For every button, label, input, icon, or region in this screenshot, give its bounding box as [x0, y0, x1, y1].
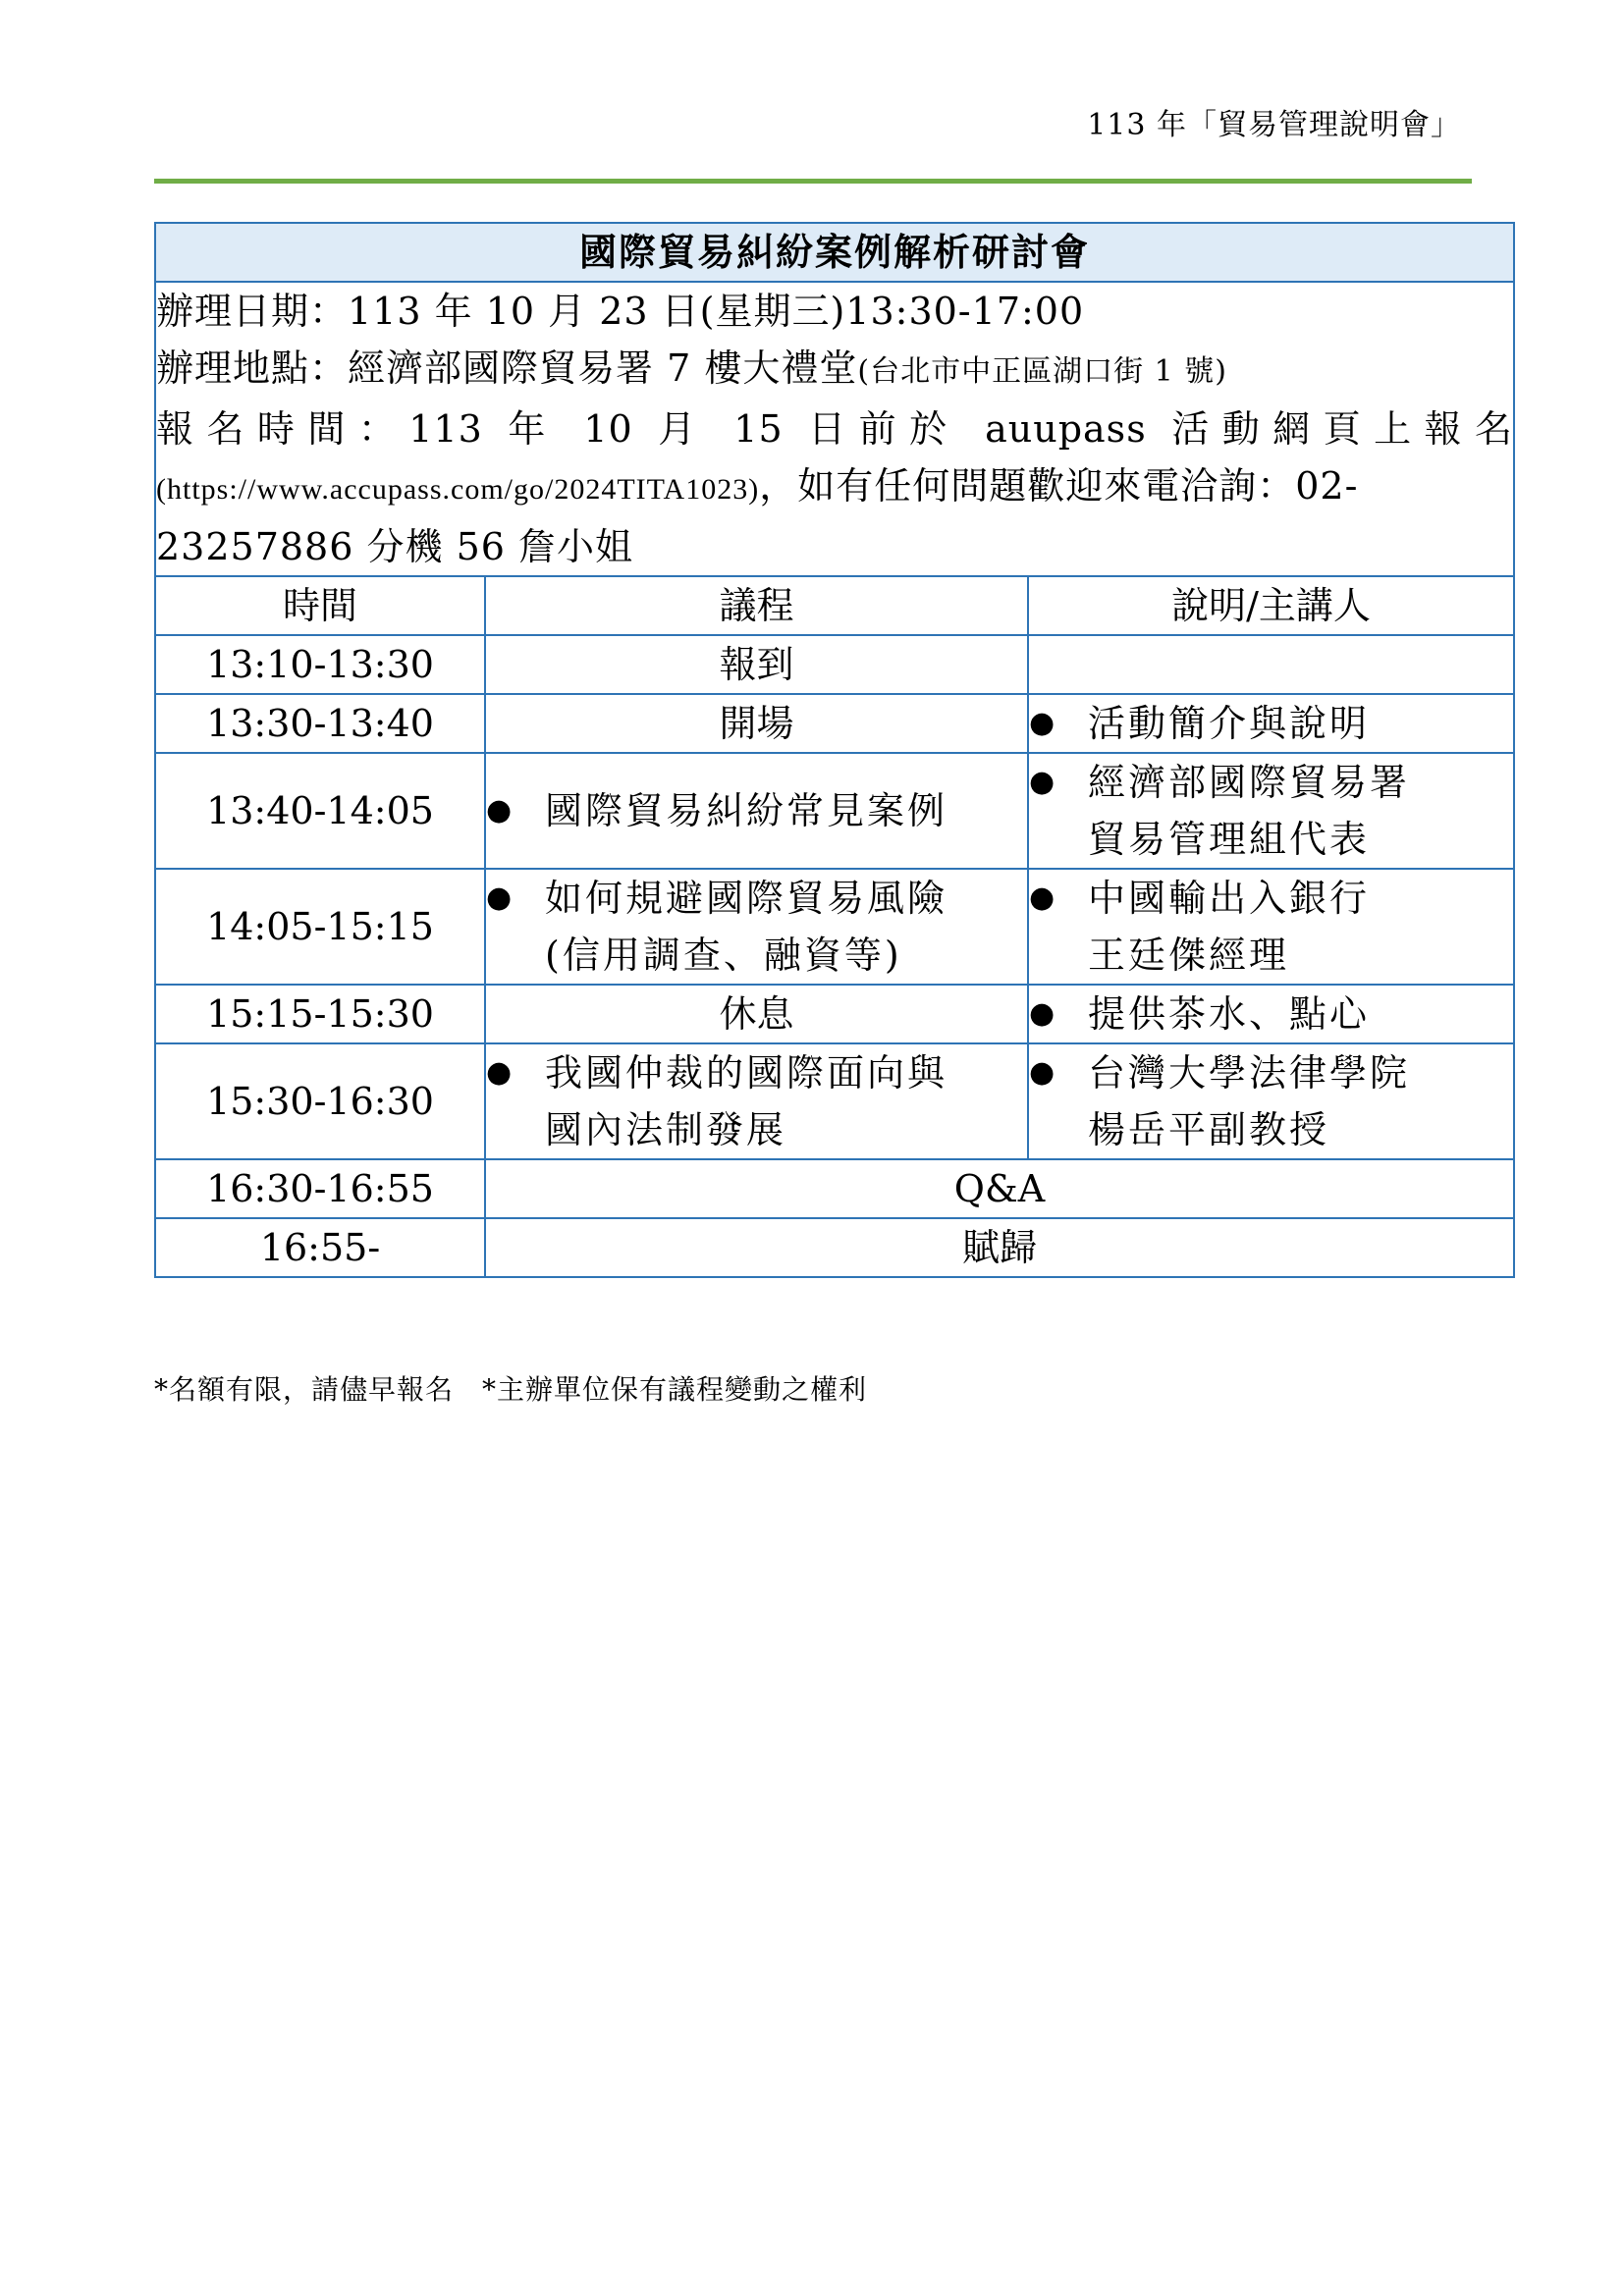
table-row: [155, 1218, 1514, 1277]
info-date: [156, 283, 1513, 340]
col-header-time: 時間: [155, 576, 485, 635]
agenda-cell: 開場: [485, 694, 1028, 753]
bullet-icon: ●: [486, 793, 513, 828]
event-table: [154, 222, 1515, 1278]
place-label: 辦理地點：: [156, 347, 349, 390]
speaker-cell-line: 活動簡介與說明: [1088, 702, 1371, 745]
speaker-cell: [1028, 694, 1514, 753]
time-cell: 16:30-16:55: [155, 1159, 485, 1218]
speaker-cell: [1028, 635, 1514, 694]
date-value: 113 年 10 月 23 日(星期三)13:30-17:00: [348, 290, 1085, 333]
info-signup-url-line: [156, 457, 1513, 518]
col-header-speaker: 說明/主講人: [1028, 576, 1514, 635]
bullet-icon: ●: [1029, 996, 1056, 1031]
table-row: [155, 1043, 1514, 1159]
page-header: 113 年「貿易管理說明會」: [1087, 108, 1461, 142]
speaker-cell-line: 貿易管理組代表: [1088, 818, 1371, 861]
col-header-agenda: 議程: [485, 576, 1028, 635]
time-cell: 15:30-16:30: [155, 1043, 485, 1159]
speaker-cell: [1028, 869, 1514, 985]
table-row: [155, 635, 1514, 694]
table-row: [155, 753, 1514, 869]
table-row: [155, 1159, 1514, 1218]
bullet-icon: ●: [1029, 881, 1056, 915]
speaker-cell-line: 王廷傑經理: [1088, 934, 1290, 977]
speaker-cell: [1028, 1043, 1514, 1159]
agenda-cell: [485, 753, 1028, 869]
bullet-icon: ●: [1029, 706, 1056, 740]
event-info: [155, 282, 1514, 576]
signup-url: (https://www.accupass.com/go/2024TITA1023): [156, 473, 760, 506]
agenda-rows: [155, 635, 1514, 1277]
agenda-cell-line: 國內法制發展: [545, 1108, 787, 1151]
signup-contact: ，如有任何問題歡迎來電洽詢：02-: [759, 464, 1359, 507]
time-cell: 13:10-13:30: [155, 635, 485, 694]
time-cell: 15:15-15:30: [155, 985, 485, 1043]
agenda-cell-line: (信用調查、融資等): [545, 934, 902, 977]
agenda-cell: [485, 1043, 1028, 1159]
speaker-cell-line: 楊岳平副教授: [1088, 1108, 1330, 1151]
table-row: [155, 869, 1514, 985]
agenda-cell: 報到: [485, 635, 1028, 694]
event-title: 國際貿易糾紛案例解析研討會: [155, 223, 1514, 282]
speaker-cell: [1028, 985, 1514, 1043]
speaker-cell-line: 台灣大學法律學院: [1088, 1051, 1411, 1095]
speaker-cell-line: 經濟部國際貿易署: [1088, 761, 1411, 804]
time-cell: 13:30-13:40: [155, 694, 485, 753]
info-place: [156, 340, 1513, 400]
speaker-cell-line: 提供茶水、點心: [1088, 992, 1371, 1036]
agenda-cell: [485, 869, 1028, 985]
footnote: *名額有限，請儘早報名 *主辦單位保有議程變動之權利: [154, 1373, 868, 1406]
agenda-cell-line: 我國仲裁的國際面向與: [545, 1051, 948, 1095]
bullet-icon: ●: [486, 1055, 513, 1090]
place-address: (台北市中正區湖口街 1 號): [857, 354, 1227, 389]
speaker-cell-line: 中國輸出入銀行: [1088, 877, 1371, 920]
bullet-icon: ●: [486, 881, 513, 915]
table-row: [155, 985, 1514, 1043]
agenda-cell-line: 如何規避國際貿易風險: [545, 877, 948, 920]
info-signup: 報名時間：113 年 10 月 15 日前於 auupass 活動網頁上報名: [156, 407, 1514, 451]
agenda-cell: 休息: [485, 985, 1028, 1043]
merged-cell: 賦歸: [485, 1218, 1514, 1277]
agenda-cell-line: 國際貿易糾紛常見案例: [545, 789, 948, 832]
place-value: 經濟部國際貿易署 7 樓大禮堂: [348, 347, 858, 390]
date-label: 辦理日期：: [156, 290, 349, 333]
speaker-cell: [1028, 753, 1514, 869]
merged-cell: Q&A: [485, 1159, 1514, 1218]
bullet-icon: ●: [1029, 1055, 1056, 1090]
time-cell: 16:55-: [155, 1218, 485, 1277]
bullet-icon: ●: [1029, 765, 1056, 799]
header-divider: [154, 179, 1472, 184]
info-contact-phone: 23257886 分機 56 詹小姐: [156, 525, 634, 568]
table-row: [155, 694, 1514, 753]
time-cell: 14:05-15:15: [155, 869, 485, 985]
time-cell: 13:40-14:05: [155, 753, 485, 869]
